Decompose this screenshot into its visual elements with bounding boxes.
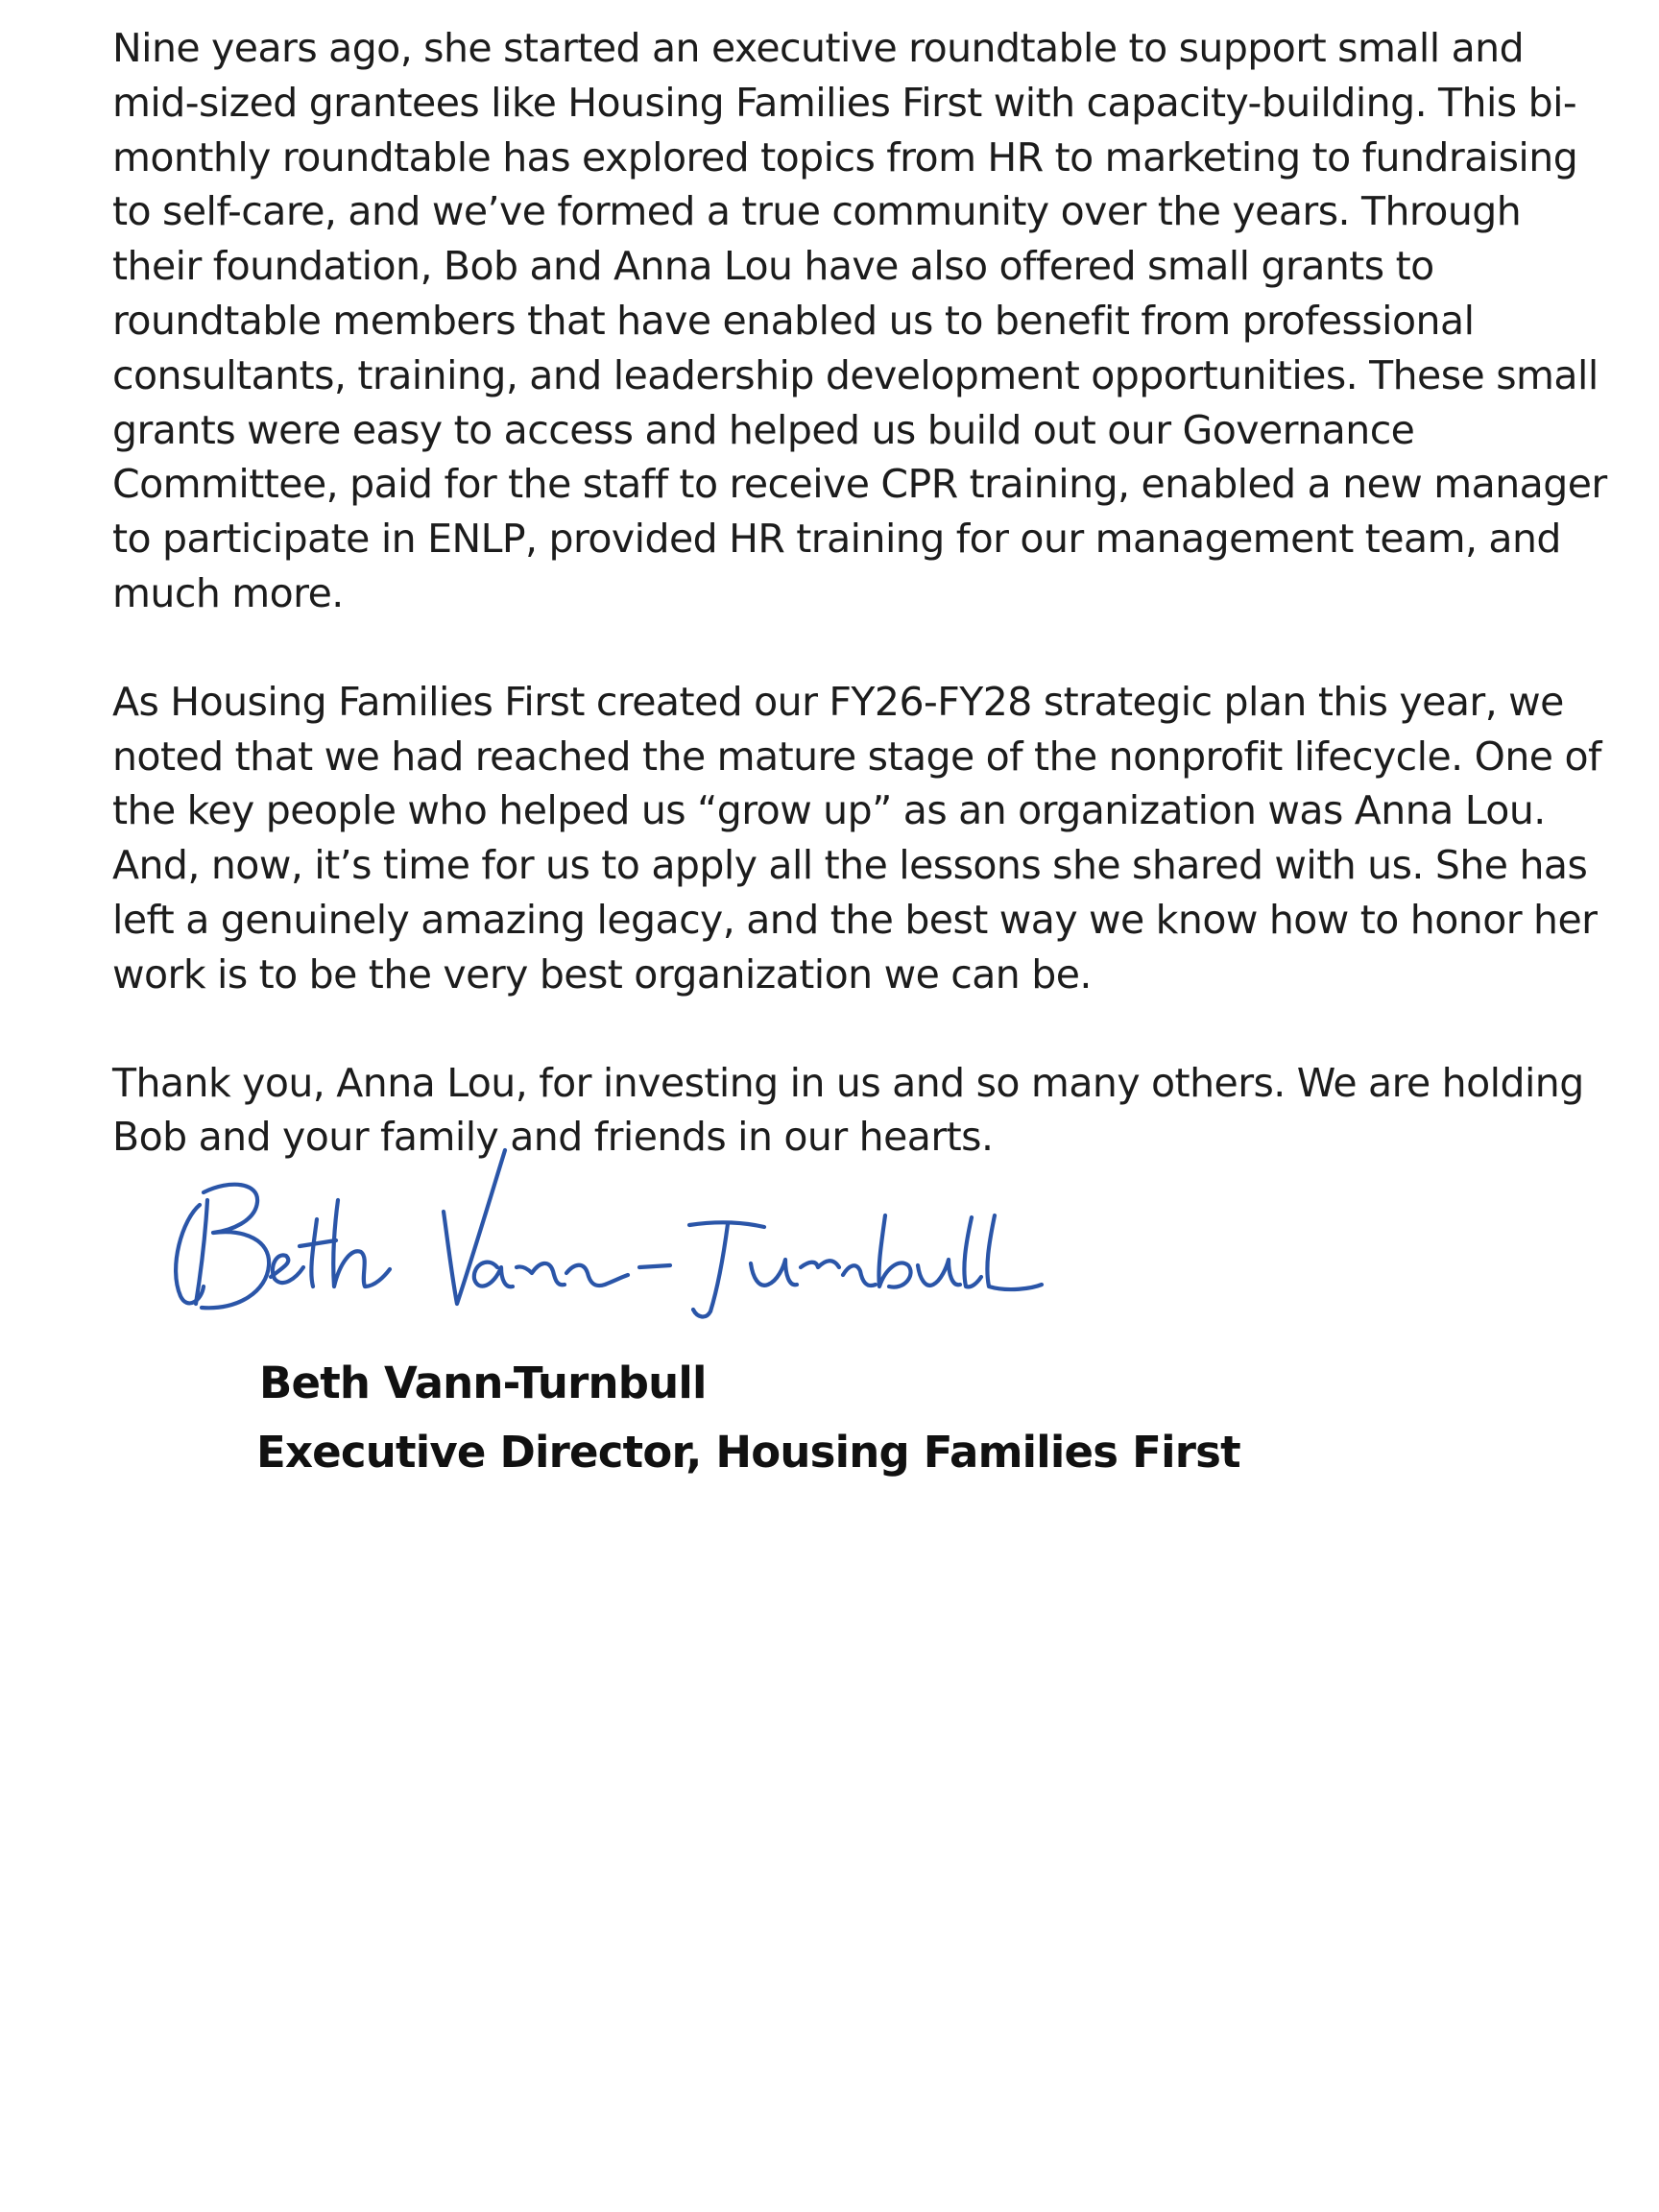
letter-body	[112, 21, 1610, 1218]
letter-paragraph-1: Nine years ago, she started an executive roundtable to support small and mid-sized grantees like Housing Families First with capacity-building. This bi-monthly roundtable has explored topics from HR to marketing to fundraising to self-care, and we’ve formed a true community over the years. Through their foundation, Bob and Anna Lou have also offered small grants to roundtable members that have enabled us to benefit from professional consultants, training, and leadership development opportunities. These small grants were easy to access and helped us build out our Governance Committee, paid for the staff to receive CPR training, enabled a new manager to participate in ENLP, provided HR training for our management team, and much more.	[112, 25, 1607, 616]
signer-name: Beth Vann-Turnbull	[259, 1358, 707, 1408]
signature-drawing	[163, 1133, 1046, 1344]
signer-block	[256, 1349, 1507, 1487]
letter-paragraph-2: As Housing Families First created our FY26-FY28 strategic plan this year, we noted that we had reached the mature stage of the nonprofit lifecycle. One of the key people who helped us “grow up” as an organization was Anna Lou. And, now, it’s time for us to apply all the lessons she shared with us. She has left a genuinely amazing legacy, and the best way we know how to honor her work is to be the very best organization we can be.	[112, 678, 1601, 998]
signer-title: Executive Director, Housing Families First	[256, 1427, 1240, 1478]
letter-paragraph-3: Thank you, Anna Lou, for investing in us and so many others. We are holding Bob and your family and friends in our hearts.	[112, 1059, 1584, 1161]
handwritten-signature	[163, 1133, 1046, 1344]
